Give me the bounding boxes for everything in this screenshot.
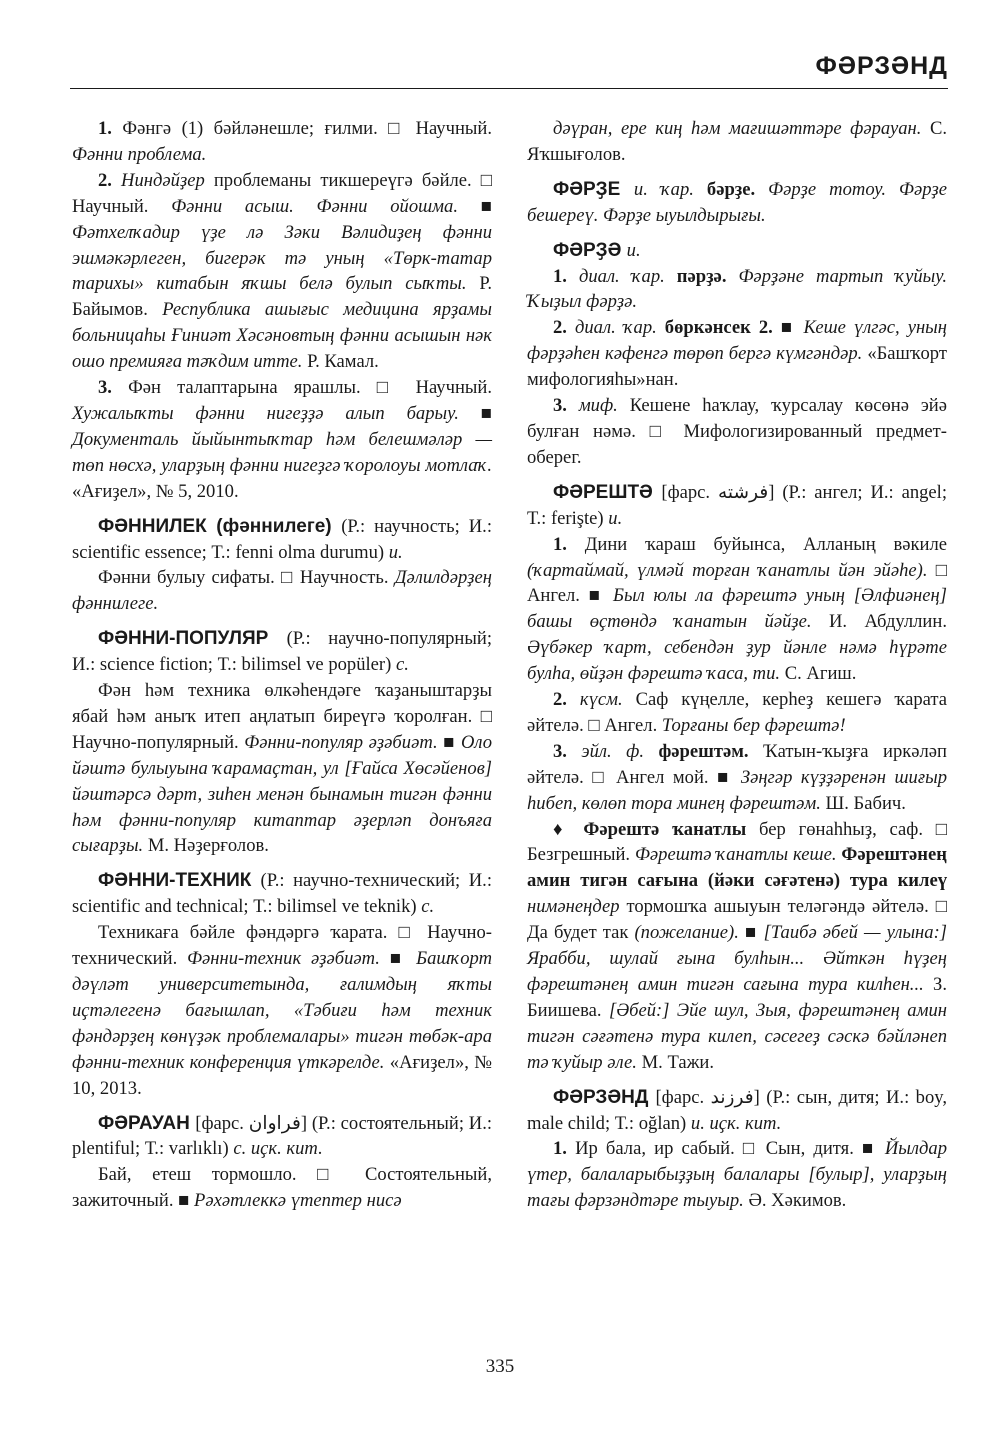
text-run: Фән талаптарына ярашлы. □ Научный. xyxy=(128,377,492,399)
text-run: ♦ xyxy=(553,818,584,840)
text-run: 1. xyxy=(553,265,579,287)
text-run: [фарс. فرشته] (Р.: ангел; И.: angel; Т.: ferişte) xyxy=(527,481,948,529)
text-run: ■ xyxy=(744,922,764,944)
entry-headline xyxy=(527,1085,947,1137)
text-run: Кешене һаҡлау, ҡурсалау көсөнә эйә булған нәмә. □ Мифологизированный предмет-оберег. xyxy=(527,395,948,468)
text-run: З. Биишева. xyxy=(527,974,947,1021)
text-run: Фән һәм техника өлкәһендәге ҡаҙаныштарҙы ябай һәм аныҡ итеп аңлатып биреүгә ҡоролған. □ Научно-популярный. xyxy=(72,680,492,753)
text-run: диал. ҡар. xyxy=(578,265,677,287)
text-run: тормошҡа ашыуын теләгәндә әйтелә. □ Да будет так xyxy=(527,896,947,944)
text-run: 2. xyxy=(553,317,575,339)
entry-headline xyxy=(72,514,492,566)
text-run: М. Тажи. xyxy=(641,1051,715,1073)
headword: ФӘРҘЕ xyxy=(553,178,634,200)
text-run: с. иҫк. кит. xyxy=(233,1138,323,1160)
entry-paragraph xyxy=(72,678,492,859)
text-run: эйл. ф. xyxy=(581,740,659,762)
text-run: Фәрҙәне тартып ҡуйыу. Ҡыҙыл фәрҙә. xyxy=(527,265,947,313)
text-run: (Р.: научно-технический; И.: scientific and technical; Т.: bilimsel ve teknik) xyxy=(72,870,492,918)
text-run: «Ағиҙел», № 5, 2010. xyxy=(72,480,239,502)
text-run: күсм. xyxy=(579,689,636,711)
headword: ФӘННИ-ПОПУЛЯР xyxy=(98,628,287,650)
headword: ФӘРҘӘ xyxy=(553,239,627,261)
header-rule xyxy=(70,88,948,89)
text-run: 2. xyxy=(98,169,122,191)
text-run: [Әбей:] Эйе шул, Зыя, фәрештәнең амин тигән сәғәтенә тура килеп, сәсегеҙ сәскә бәйләнеп тә ҡуйыр әле. xyxy=(527,999,947,1073)
text-run: Ир бала, ир сабый. □ Сын, дитя. ■ xyxy=(575,1138,885,1160)
entry-paragraph xyxy=(72,1162,492,1214)
entry-paragraph xyxy=(527,315,947,393)
text-run: (пожелание). xyxy=(634,922,745,944)
text-run: 3. xyxy=(553,395,579,417)
text-run: Зәңгәр күҙҙәренән шиғыр һибеп, көлөп тора минең фәрештәм. xyxy=(527,766,947,814)
text-run: Дәлилдәрҙең фәннилеге. xyxy=(72,567,492,615)
text-run: 3. xyxy=(553,740,582,762)
entry-paragraph xyxy=(72,920,492,1101)
text-run: 2. xyxy=(553,689,580,711)
headword: ФӘРЕШТӘ xyxy=(553,481,662,503)
text-run: 1. xyxy=(98,118,123,139)
text-run: ■ xyxy=(480,402,492,424)
text-run: и. xyxy=(388,541,403,563)
text-run: и. ҡар. xyxy=(633,178,707,200)
text-run: нимәнеңдер xyxy=(527,896,627,918)
text-run: пәрҙә. xyxy=(676,265,739,287)
entry-paragraph xyxy=(527,739,947,817)
text-run: и. иҫк. кит. xyxy=(690,1112,782,1134)
text-run: И. Абдуллин. xyxy=(828,611,947,633)
entry-paragraph xyxy=(527,817,947,1076)
text-run: Бай, етеш тормошло. □ Состоятельный, зажиточный. xyxy=(72,1164,492,1212)
text-run: Документаль йыйынтыҡтар һәм белешмәләр — төп нөсхә, уларҙың фәнни нигеҙгә ҡоролоуы мотлаҡ. xyxy=(72,428,492,476)
text-run: Фәрештә ҡанатлы xyxy=(583,818,760,840)
text-run: «Ағиҙел», № 10, 2013. xyxy=(72,1051,493,1099)
text-run: бәрҙе. xyxy=(706,178,769,200)
text-run: Йылдар үтер, балаларыбыҙҙың балалары [булыр], уларҙың тағы фәрзәндтәре тыуыр. xyxy=(527,1138,947,1212)
text-run: [фарс. فراوان] (Р.: состоятельный; И.: plentiful; Т.: varlıklı) xyxy=(72,1112,493,1160)
entry-paragraph xyxy=(72,565,492,617)
entry-headline xyxy=(527,238,947,264)
text-run: миф. xyxy=(578,395,630,417)
text-run: Ниндәйҙер xyxy=(121,169,214,191)
entry-headline xyxy=(72,626,492,678)
text-run: ■ xyxy=(443,731,461,753)
text-run: Р. Байымов. xyxy=(72,273,492,321)
text-run: ■ xyxy=(389,948,417,970)
entry-paragraph xyxy=(72,168,492,375)
text-run: Саф күңелле, керһеҙ кешегә ҡарата әйтелә. □ Ангел. xyxy=(527,689,947,736)
text-run: «Башҡорт мифологияһы»нан. xyxy=(527,343,947,391)
text-run: Республика ашығыс медицина ярҙамы больницаһы Ғиниәт Хәсәновтың фәнни асышын нәк ошо премияға тәҡдим итте. xyxy=(72,299,493,373)
entry-headline xyxy=(72,868,492,920)
text-run: и. xyxy=(608,507,623,529)
text-run: С. Яҡшығолов. xyxy=(527,118,947,165)
text-run: Фәрҙе тотоу. Фәрҙе бешереү. Фәрҙе ыуылдырығы. xyxy=(527,178,947,226)
text-run: фәрештәм. xyxy=(658,740,764,762)
running-head: ФӘРЗӘНД xyxy=(815,52,948,80)
entry-paragraph xyxy=(527,1136,947,1214)
text-run: Әүбәкер ҡарт, себендән ҙур йәнле нәмә һүрәте булһа, өйҙән фәрештә ҡаса, ти. xyxy=(527,637,947,685)
text-run: С. Агиш. xyxy=(784,663,857,685)
text-run: с. xyxy=(421,896,435,918)
text-run: [фарс. فرزند] (Р.: сын, дитя; И.: boy, male child; Т.: oğlan) xyxy=(527,1086,948,1134)
entry-paragraph xyxy=(527,687,947,739)
headword: ФӘННИЛЕК (фәннилеге) xyxy=(98,515,342,537)
text-run: Фәнни проблема. xyxy=(72,143,207,165)
text-run: 3. xyxy=(98,377,129,399)
entry-paragraph xyxy=(527,116,947,168)
headword: ФӘРАУАН xyxy=(98,1112,196,1134)
text-run: □ Ангел. ■ xyxy=(527,559,947,607)
entry-paragraph xyxy=(527,393,947,471)
text-run: Фәнни-популяр әҙәбиәт. xyxy=(244,731,444,753)
text-run: Фәнни асыш. Фәнни ойошма. xyxy=(171,195,481,217)
text-run: ■ xyxy=(480,195,492,217)
entry-paragraph xyxy=(527,264,947,316)
text-run: Торғаны бер фәрештә! xyxy=(661,714,846,736)
left-column xyxy=(72,116,492,1214)
text-run: бер гөнаһһыҙ, саф. □ Безгрешный. xyxy=(527,818,947,866)
text-run: Фәнни-техник әҙәбиәт. xyxy=(187,948,390,970)
text-run: Ә. Хәкимов. xyxy=(748,1190,847,1212)
text-run: Ш. Бабич. xyxy=(825,792,906,814)
text-run: Ҡатын-ҡыҙға иркәләп әйтелә. □ Ангел мой. ■ xyxy=(527,740,948,788)
text-run: Фәнгә (1) бәйләнешле; ғилми. □ Научный. xyxy=(122,118,492,139)
text-run: Фәрештәнең амин тигән сағына (йәки сәғәтенә) тура килеү xyxy=(527,844,947,892)
text-run: Фәнни булыу сифаты. □ Научность. xyxy=(98,567,395,589)
text-run: (ҡартаймай, үлмәй торған ҡанатлы йән эйәһе). xyxy=(527,559,936,581)
text-run: Дини ҡараш буйынса, Алланың вәкиле xyxy=(584,533,948,555)
text-run: с. xyxy=(395,654,409,676)
entry-headline xyxy=(527,177,947,229)
text-run: Фәтхелҡадир үҙе лә Зәки Вәлидиҙең фәнни эшмәкәрлеген, бигерәк тә уның «Төрк-татар тарихы» китабын яҡшы белә булып сыҡты. xyxy=(72,221,492,295)
entry-paragraph xyxy=(527,532,947,687)
text-run: дәүран, ере киң һәм мағишәттәре фәрауан. xyxy=(553,118,930,139)
text-run: проблеманы тикшереүгә бәйле. □ Научный. xyxy=(72,169,493,217)
text-run: 1. xyxy=(553,533,585,555)
text-run: Башҡорт дәүләт университетында, ғалимдың яҡты иҫтәлегенә бағышлап, «Тәбиғи һәм техник фәндәрҙең көнүҙәк проблемалары» тигән төбәк-ара фәнни-техник конференция үткәрелде. xyxy=(72,948,492,1073)
entry-headline xyxy=(527,480,947,532)
text-run: ■ xyxy=(178,1190,195,1212)
right-column xyxy=(527,116,947,1214)
headword: ФӘННИ-ТЕХНИК xyxy=(98,870,261,892)
text-run: М. Нәҙерғолов. xyxy=(147,835,269,857)
text-run: Р. Камал. xyxy=(307,351,379,373)
text-run: 1. xyxy=(553,1138,576,1160)
text-run: бөркәнсек 2. xyxy=(664,317,781,339)
headword: ФӘРЗӘНД xyxy=(553,1086,656,1108)
text-run: Кеше үлгәс, уның фәрҙәһен кәфенгә төрөп бергә күмгәндәр. xyxy=(527,317,947,365)
text-run: и. xyxy=(626,239,641,261)
text-run: (Р.: научно-популярный; И.: science fiction; Т.: bilimsel ve popüler) xyxy=(72,628,492,676)
text-run: [Таибә әбей — улына:] Ярабби, шулай ғына булһын... Әйткән һүҙең фәрештәнең амин тигән сағына тура килһен... xyxy=(527,922,947,995)
entry-headline xyxy=(72,1111,492,1163)
text-run: Техникаға бәйле фәндәргә ҡарата. □ Научно-технический. xyxy=(72,922,492,970)
text-run: ■ xyxy=(780,317,804,339)
text-run: Оло йәштә булыуына ҡарамаҫтан, ул [Ғайса Хөсәйенов] йәштәрсә дәрт, зиһен менән бынамын тигән фәнни һәм фәнни-популяр китаптар әҙерләп донъяға сығарҙы. xyxy=(72,731,492,857)
text-run: (Р.: научность; И.: scientific essence; Т.: fenni olma durumu) xyxy=(72,515,492,563)
page-number: 335 xyxy=(485,1356,515,1377)
text-run: Хужалыҡты фәнни нигеҙҙә алып барыу. xyxy=(72,402,481,424)
entry-paragraph xyxy=(72,116,492,168)
text-run: Рәхәтлеккә үтептер нисә xyxy=(194,1190,402,1212)
text-run: Фәрештә ҡанатлы кеше. xyxy=(634,844,842,866)
text-run: диал. ҡар. xyxy=(574,317,665,339)
entry-paragraph xyxy=(72,375,492,505)
text-run: Был юлы ла фәрештә уның [Әлфиәнең] башы өҫтөндә ҡанатын йәйҙе. xyxy=(527,585,947,633)
